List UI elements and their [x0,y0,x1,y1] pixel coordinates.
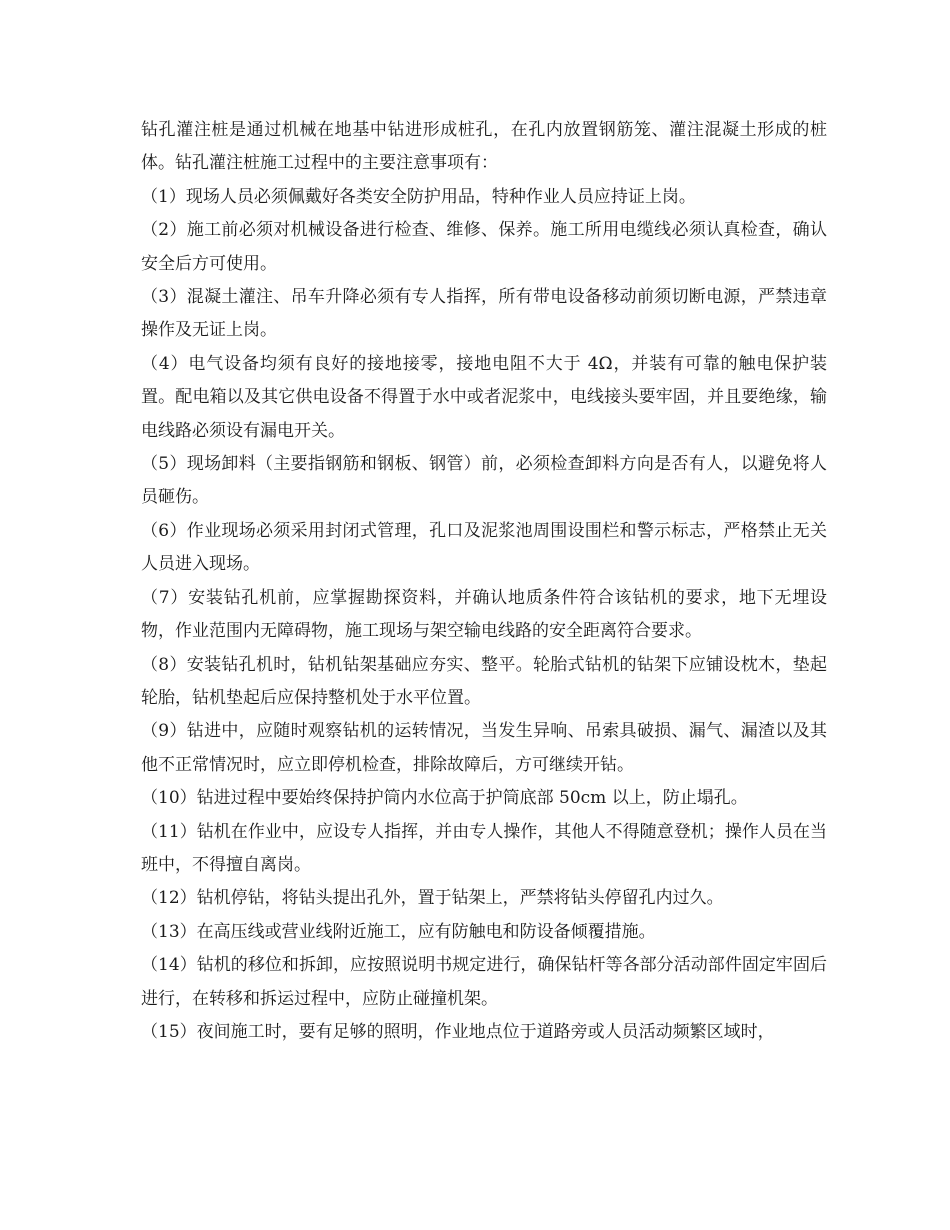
list-item: （8）安装钻孔机时，钻机钻架基础应夯实、整平。轮胎式钻机的钻架下应铺设枕木，垫起轮胎，钻机垫起后应保持整机处于水平位置。 [141,654,827,708]
list-item: （7）安装钻孔机前，应掌握勘探资料，并确认地质条件符合该钻机的要求，地下无埋设物，作业范围内无障碍物，施工现场与架空输电线路的安全距离符合要求。 [141,587,827,642]
list-item: （13）在高压线或营业线附近施工，应有防触电和防设备倾覆措施。 [141,921,656,942]
list-item: （14）钻机的移位和拆卸，应按照说明书规定进行，确保钻杆等各部分活动部件固定牢固后进行，在转移和拆运过程中，应防止碰撞机架。 [141,955,827,1009]
list-item: （12）钻机停钻，将钻头提出孔外，置于钻架上，严禁将钻头停留孔内过久。 [141,888,724,909]
list-item: （10）钻进过程中要始终保持护筒内水位高于护筒底部 50cm 以上，防止塌孔。 [141,788,748,809]
list-item: （1）现场人员必须佩戴好各类安全防护用品，特种作业人员应持证上岗。 [141,186,696,207]
list-item: （9）钻进中，应随时观察钻机的运转情况，当发生异响、吊索具破损、漏气、漏渣以及其他不正常情况时，应立即停机检查，排除故障后，方可继续开钻。 [141,721,827,775]
list-item: （15）夜间施工时，要有足够的照明，作业地点位于道路旁或人员活动频繁区域时， [141,1021,775,1042]
list-item: （4）电气设备均须有良好的接地接零，接地电阻不大于 4Ω，并装有可靠的触电保护装置。配电箱以及其它供电设备不得置于水中或者泥浆中，电线接头要牢固，并且要绝缘，输电线路必须设有漏电开关。 [141,353,827,441]
list-item: （2）施工前必须对机械设备进行检查、维修、保养。施工所用电缆线必须认真检查，确认安全后方可使用。 [141,220,827,274]
list-item: （5）现场卸料（主要指钢筋和钢板、钢管）前，必须检查卸料方向是否有人，以避免将人员砸伤。 [141,454,827,508]
list-item: （6）作业现场必须采用封闭式管理，孔口及泥浆池周围设围栏和警示标志，严格禁止无关人员进入现场。 [141,520,827,575]
list-item: （3）混凝土灌注、吊车升降必须有专人指挥，所有带电设备移动前须切断电源，严禁违章操作及无证上岗。 [141,287,827,341]
document-body [141,114,827,1049]
list-item: （11）钻机在作业中，应设专人指挥，并由专人操作，其他人不得随意登机；操作人员在当班中，不得擅自离岗。 [141,821,827,875]
intro-paragraph: 钻孔灌注桩是通过机械在地基中钻进形成桩孔，在孔内放置钢筋笼、灌注混凝土形成的桩体。钻孔灌注桩施工过程中的主要注意事项有： [141,120,827,174]
